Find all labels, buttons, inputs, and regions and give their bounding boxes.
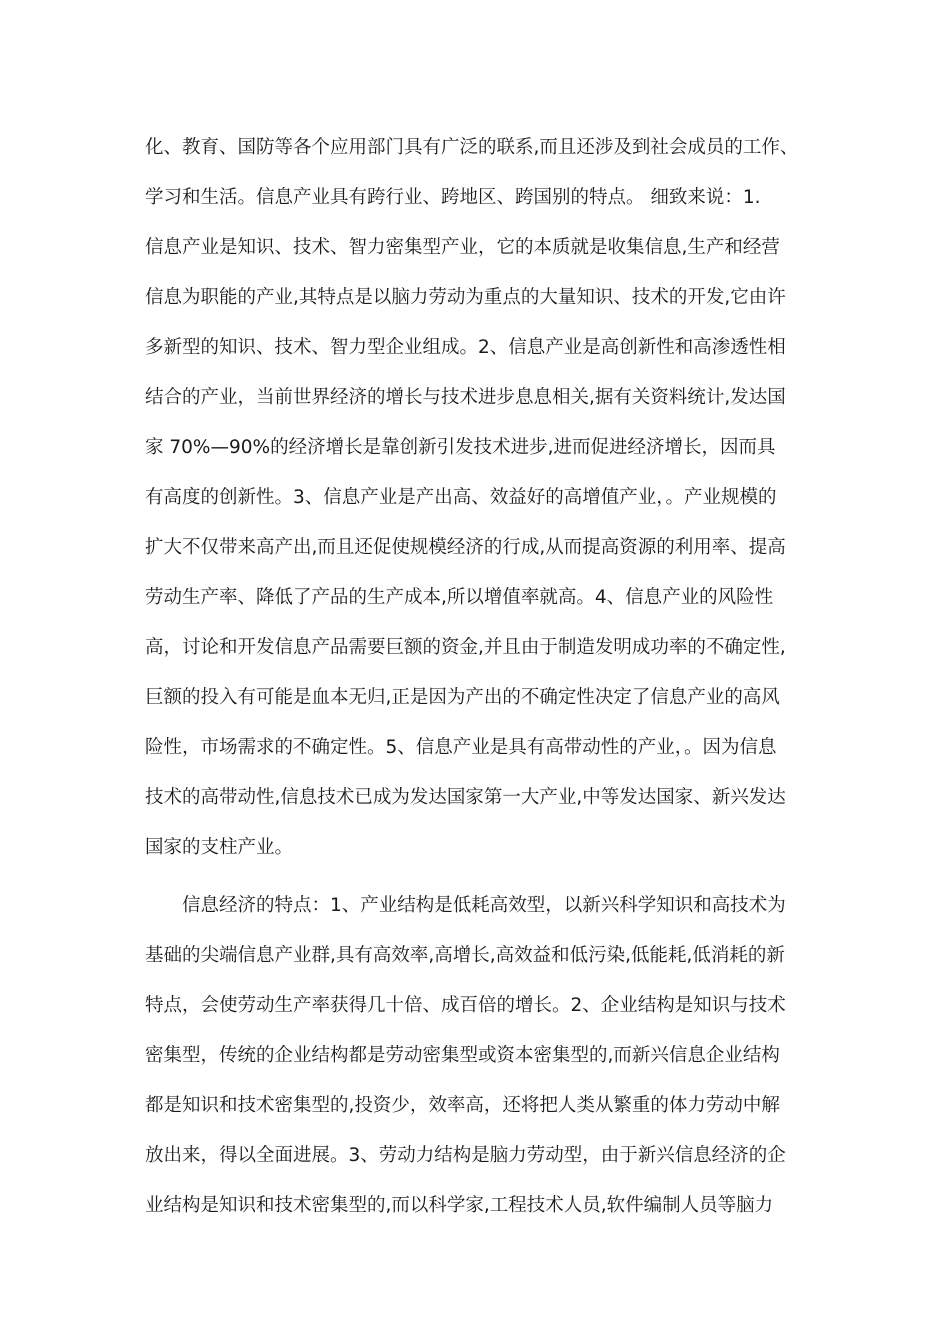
text-line: 结合的产业，当前世界经济的增长与技术进步息息相关,据有关资料统计,发达国 bbox=[145, 387, 786, 408]
document-body bbox=[145, 128, 810, 1236]
text-line: 都是知识和技术密集型的,投资少，效率高，还将把人类从繁重的体力劳动中解 bbox=[145, 1095, 780, 1116]
text-line: 信息产业是知识、技术、智力密集型产业，它的本质就是收集信息,生产和经营 bbox=[145, 237, 780, 258]
text-line: 特点，会使劳动生产率获得几十倍、成百倍的增长。2、企业结构是知识与技术 bbox=[145, 995, 786, 1016]
text-line: 学习和生活。信息产业具有跨行业、跨地区、跨国别的特点。 细致来说：1. bbox=[145, 187, 761, 208]
text-line: 技术的高带动性,信息技术已成为发达国家第一大产业,中等发达国家、新兴发达 bbox=[145, 787, 786, 808]
text-line: 险性，市场需求的不确定性。5、信息产业是具有高带动性的产业，。因为信息 bbox=[145, 737, 777, 758]
text-line: 有高度的创新性。3、信息产业是产出高、效益好的高增值产业，。产业规模的 bbox=[145, 487, 777, 508]
text-line: 业结构是知识和技术密集型的,而以科学家,工程技术人员,软件编制人员等脑力 bbox=[145, 1195, 774, 1216]
text-line: 巨额的投入有可能是血本无归,正是因为产出的不确定性决定了信息产业的高风 bbox=[145, 687, 780, 708]
text-line: 高，讨论和开发信息产品需要巨额的资金,并且由于制造发明成功率的不确定性, bbox=[145, 637, 786, 658]
text-line: 家 70%—90%的经济增长是靠创新引发技术进步,进而促进经济增长，因而具 bbox=[145, 437, 776, 458]
text-line: 密集型，传统的企业结构都是劳动密集型或资本密集型的,而新兴信息企业结构 bbox=[145, 1045, 780, 1066]
paragraph-1 bbox=[145, 128, 810, 886]
text-line: 信息为职能的产业,其特点是以脑力劳动为重点的大量知识、技术的开发,它由许 bbox=[145, 287, 786, 308]
text-line: 放出来，得以全面进展。3、劳动力结构是脑力劳动型，由于新兴信息经济的企 bbox=[145, 1145, 786, 1166]
text-line: 多新型的知识、技术、智力型企业组成。2、信息产业是高创新性和高渗透性相 bbox=[145, 337, 786, 358]
text-line: 劳动生产率、降低了产品的生产成本,所以增值率就高。4、信息产业的风险性 bbox=[145, 587, 774, 608]
text-line: 基础的尖端信息产业群,具有高效率,高增长,高效益和低污染,低能耗,低消耗的新 bbox=[145, 945, 785, 966]
paragraph-2 bbox=[145, 886, 810, 1236]
text-line: 信息经济的特点：1、产业结构是低耗高效型，以新兴科学知识和高技术为 bbox=[182, 895, 786, 916]
text-line: 扩大不仅带来高产出,而且还促使规模经济的行成,从而提高资源的利用率、提高 bbox=[145, 537, 786, 558]
text-line: 化、教育、国防等各个应用部门具有广泛的联系,而且还涉及到社会成员的工作、 bbox=[145, 137, 799, 158]
text-line: 国家的支柱产业。 bbox=[145, 837, 294, 858]
